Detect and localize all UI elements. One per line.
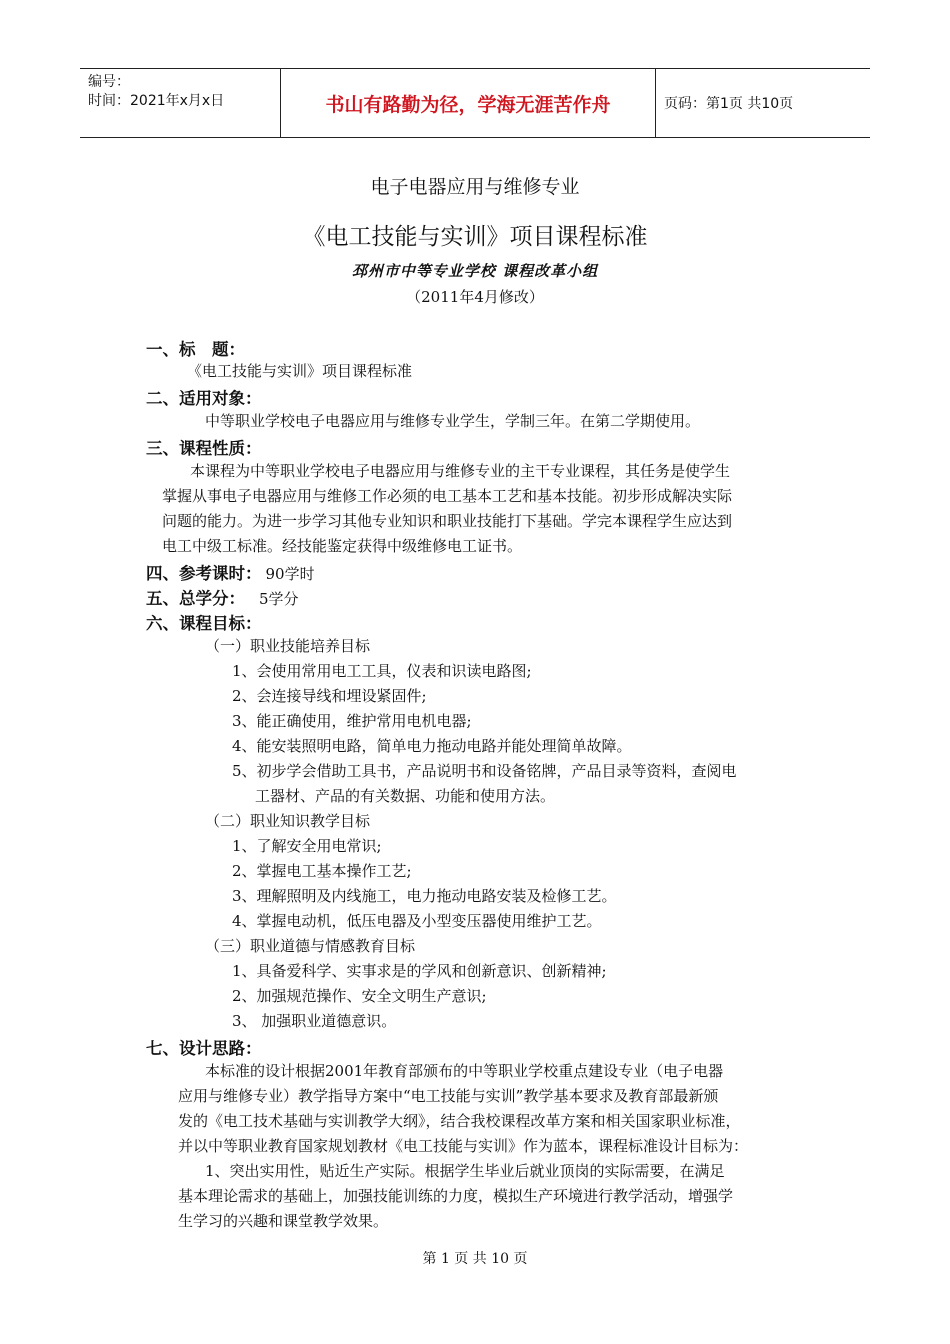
heading-label: 五、总学分： xyxy=(146,589,245,608)
list-item: 3、理解照明及内线施工，电力拖动电路安装及检修工艺。 xyxy=(232,887,617,905)
list-item: 2、掌握电工基本操作工艺; xyxy=(232,862,412,880)
section-heading-5 xyxy=(146,585,299,609)
goal-group-title: （三）职业道德与情感教育目标 xyxy=(205,937,416,955)
list-item-continued: 工器材、产品的有关数据、功能和使用方法。 xyxy=(255,787,556,805)
list-item: 2、会连接导线和埋设紧固件; xyxy=(232,687,427,705)
paragraph-line: 生学习的兴趣和课堂教学效果。 xyxy=(178,1212,389,1230)
list-item: 3、能正确使用，维护常用电机电器; xyxy=(232,712,472,730)
document-title: 《电工技能与实训》项目课程标准 xyxy=(302,224,648,250)
section-heading-1: 一、标 题： xyxy=(146,340,245,359)
paragraph-line: 问题的能力。为进一步学习其他专业知识和职业技能打下基础。学完本课程学生应达到 xyxy=(162,512,733,530)
section-heading-4 xyxy=(146,560,315,584)
section-heading-6: 六、课程目标： xyxy=(146,614,262,633)
heading-label: 四、参考课时： xyxy=(146,564,262,583)
paragraph-line: 本课程为中等职业学校电子电器应用与维修专业的主干专业课程，其任务是使学生 xyxy=(190,462,731,480)
header-motto: 书山有路勤为径，学海无涯苦作舟 xyxy=(280,69,656,137)
list-item: 2、加强规范操作、安全文明生产意识; xyxy=(232,987,487,1005)
paragraph-line: 并以中等职业教育国家规划教材《电工技能与实训》作为蓝本，课程标准设计目标为： xyxy=(178,1137,749,1155)
list-item: 1、具备爱科学、实事求是的学风和创新意识、创新精神; xyxy=(232,962,607,980)
number-label: 编号： xyxy=(88,74,130,90)
paragraph-line: 电工中级工标准。经技能鉴定获得中级维修电工证书。 xyxy=(162,537,523,555)
list-item: 5、初步学会借助工具书，产品说明书和设备铭牌，产品目录等资料，查阅电 xyxy=(232,762,737,780)
heading-value: 5学分 xyxy=(259,590,299,608)
document-author: 邳州市中等专业学校 课程改革小组 xyxy=(351,262,599,280)
list-item: 4、能安装照明电路，简单电力拖动电路并能处理简单故障。 xyxy=(232,737,632,755)
section-text: 中等职业学校电子电器应用与维修专业学生，学制三年。在第二学期使用。 xyxy=(205,412,701,430)
section-heading-3: 三、课程性质： xyxy=(146,439,262,458)
paragraph-line: 1、突出实用性，贴近生产实际。根据学生毕业后就业顶岗的实际需要，在满足 xyxy=(205,1162,725,1180)
section-heading-7: 七、设计思路： xyxy=(146,1039,262,1058)
list-item: 1、了解安全用电常识; xyxy=(232,837,382,855)
goal-group-title: （一）职业技能培养目标 xyxy=(205,637,371,655)
heading-value: 90学时 xyxy=(265,565,315,583)
document-revision: （2011年4月修改） xyxy=(406,288,544,306)
paragraph-line: 基本理论需求的基础上，加强技能训练的力度，模拟生产环境进行教学活动，增强学 xyxy=(178,1187,734,1205)
page-footer: 第 1 页 共 10 页 xyxy=(422,1251,528,1267)
document-subtitle: 电子电器应用与维修专业 xyxy=(370,176,580,198)
paragraph-line: 发的《电工技术基础与实训教学大纲》，结合我校课程改革方案和相关国家职业标准， xyxy=(178,1112,741,1130)
list-item: 4、掌握电动机，低压电器及小型变压器使用维护工艺。 xyxy=(232,912,602,930)
time-label: 时间：2021年x月x日 xyxy=(88,93,225,109)
goal-group-title: （二）职业知识教学目标 xyxy=(205,812,371,830)
list-item: 1、会使用常用电工工具，仪表和识读电路图; xyxy=(232,662,532,680)
paragraph-line: 应用与维修专业）教学指导方案中“电工技能与实训”教学基本要求及教育部最新颁 xyxy=(178,1087,719,1105)
section-text: 《电工技能与实训》项目课程标准 xyxy=(187,362,413,380)
header-page-label: 页码：第1页 共10页 xyxy=(664,96,794,112)
section-heading-2: 二、适用对象： xyxy=(146,389,262,408)
paragraph-line: 本标准的设计根据2001年教育部颁布的中等职业学校重点建设专业（电子电器 xyxy=(205,1062,724,1080)
header-info-cell xyxy=(80,69,280,137)
header-table xyxy=(80,68,870,138)
list-item: 3、 加强职业道德意识。 xyxy=(232,1012,397,1030)
paragraph-line: 掌握从事电子电器应用与维修工作必须的电工基本工艺和基本技能。初步形成解决实际 xyxy=(162,487,733,505)
